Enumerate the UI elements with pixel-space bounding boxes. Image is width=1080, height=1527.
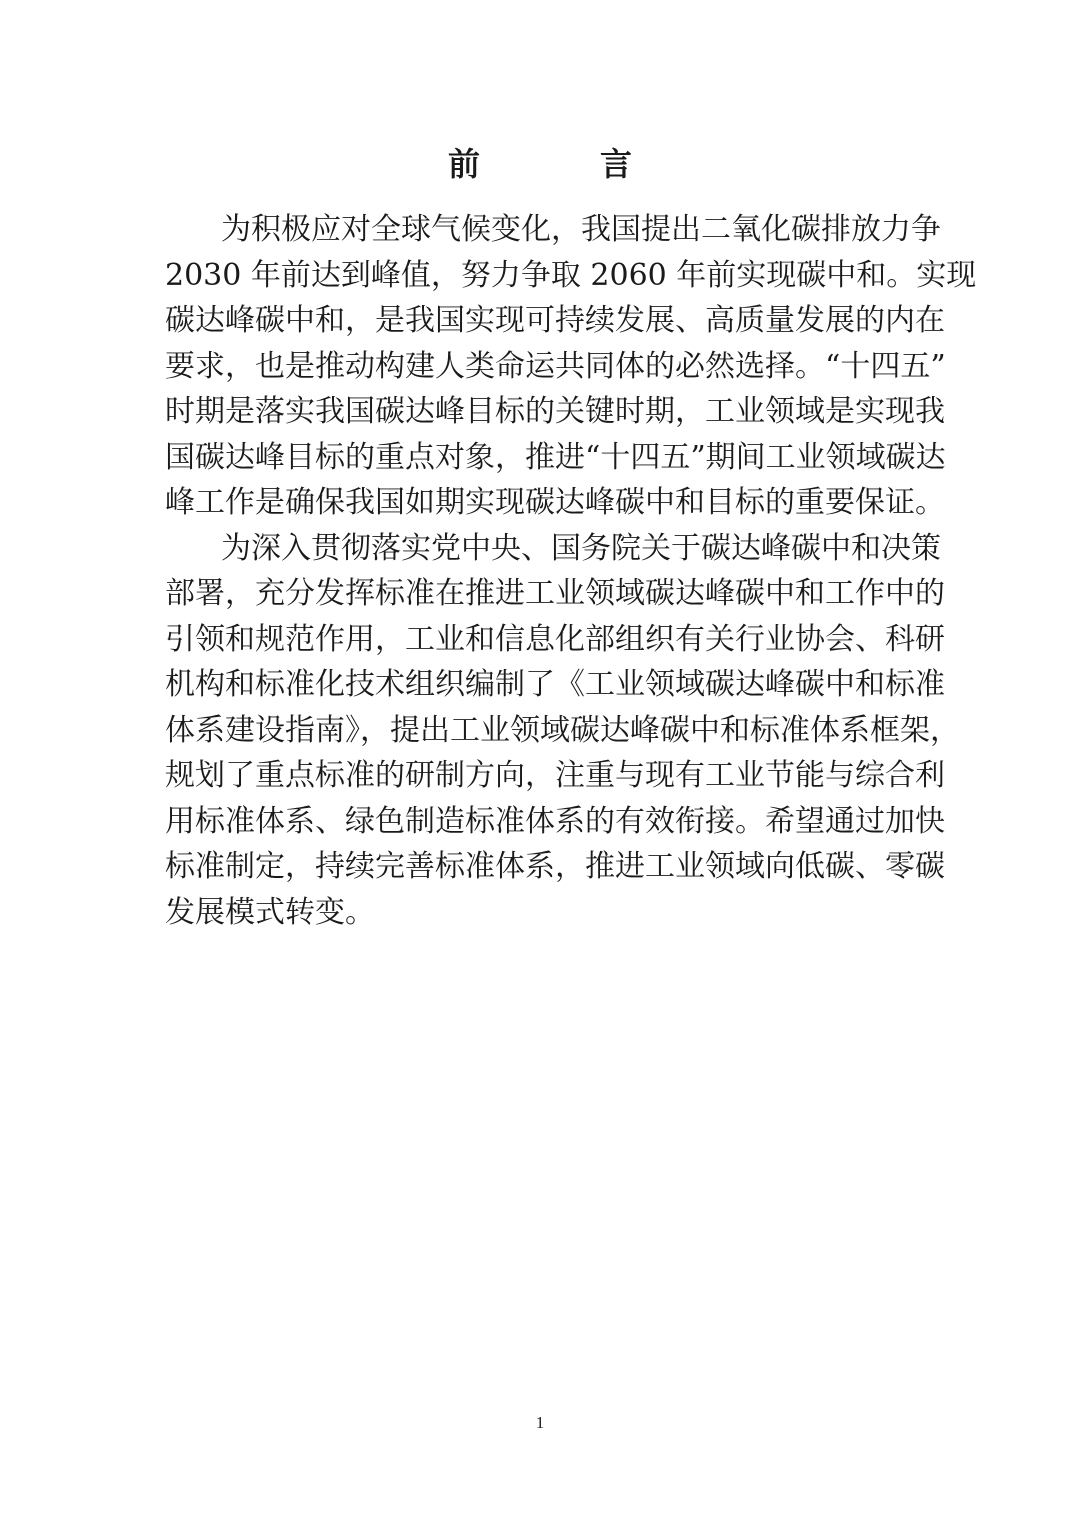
document-body	[165, 207, 977, 935]
text-line: 引领和规范作用，工业和信息化部组织有关行业协会、科研	[165, 621, 945, 657]
page-title: 前 言	[447, 145, 676, 183]
text-line: 发展模式转变。	[165, 894, 375, 930]
text-line: 为积极应对全球气候变化，我国提出二氧化碳排放力争	[221, 212, 941, 247]
text-line: 国碳达峰目标的重点对象，推进“十四五”期间工业领域碳达	[165, 439, 946, 475]
text-line: 时期是落实我国碳达峰目标的关键时期，工业领域是实现我	[165, 394, 945, 429]
text-line: 要求，也是推动构建人类命运共同体的必然选择。“十四五”	[165, 348, 946, 384]
text-line: 标准制定，持续完善标准体系，推进工业领域向低碳、零碳	[165, 849, 945, 884]
text-line: 峰工作是确保我国如期实现碳达峰碳中和目标的重要保证。	[165, 485, 945, 520]
paragraph-2	[165, 526, 960, 936]
paragraph-1	[165, 207, 977, 526]
text-line: 2030 年前达到峰值，努力争取 2060 年前实现碳中和。实现	[165, 257, 977, 293]
text-line: 部署，充分发挥标准在推进工业领域碳达峰碳中和工作中的	[165, 576, 945, 611]
text-line: 体系建设指南》，提出工业领域碳达峰碳中和标准体系框架，	[165, 712, 960, 748]
text-line: 为深入贯彻落实党中央、国务院关于碳达峰碳中和决策	[221, 530, 941, 566]
text-line: 机构和标准化技术组织编制了《工业领域碳达峰碳中和标准	[165, 667, 945, 702]
text-line: 规划了重点标准的研制方向，注重与现有工业节能与综合利	[165, 758, 945, 793]
text-line: 碳达峰碳中和，是我国实现可持续发展、高质量发展的内在	[165, 303, 945, 338]
text-line: 用标准体系、绿色制造标准体系的有效衔接。希望通过加快	[165, 803, 945, 839]
page-number: 1	[535, 1413, 545, 1432]
